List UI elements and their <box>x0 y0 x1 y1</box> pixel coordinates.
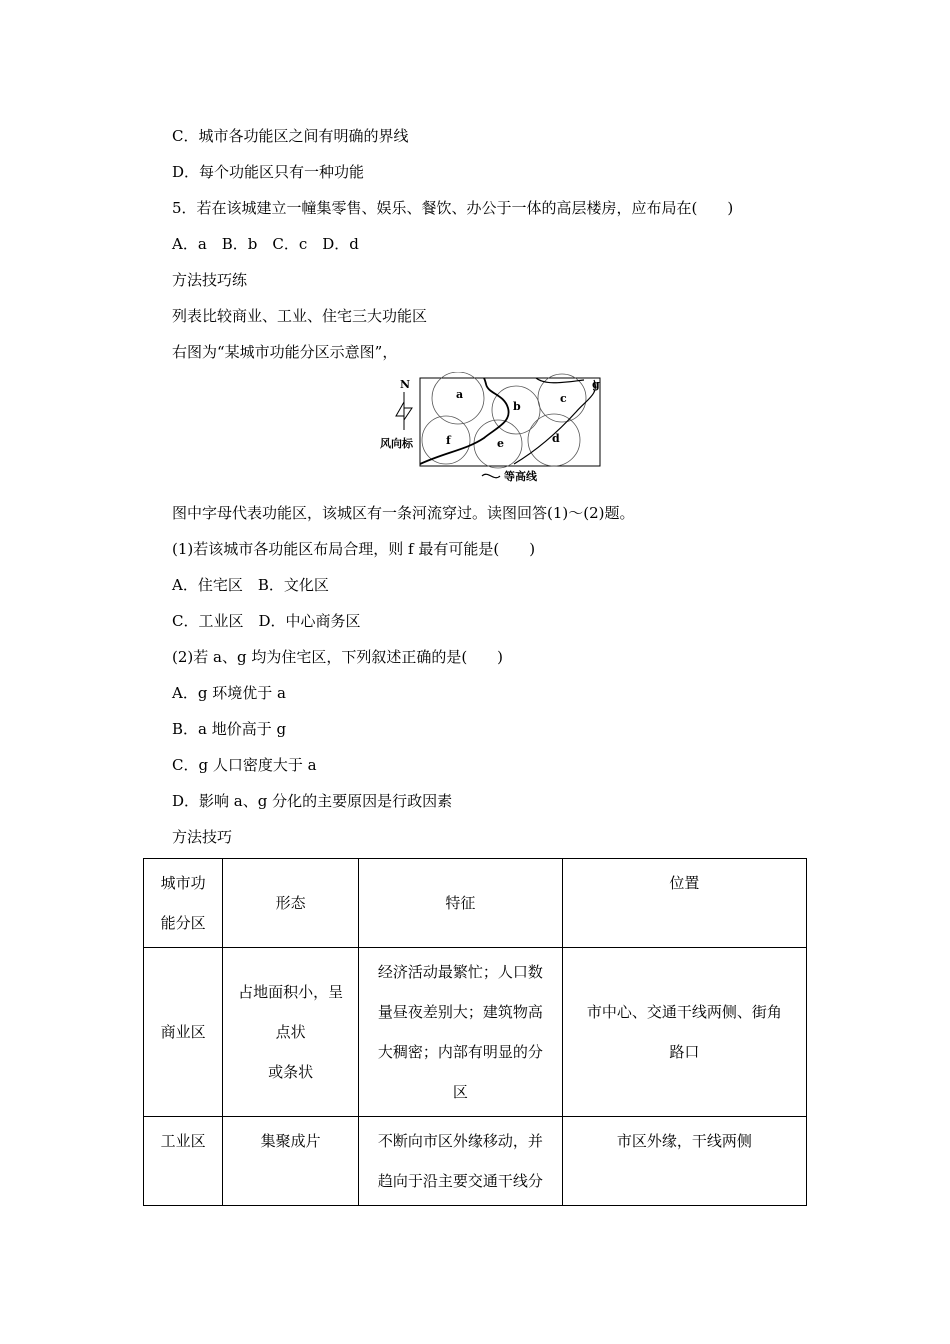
table-header-row <box>144 859 807 948</box>
header-feature: 特征 <box>358 859 562 948</box>
svg-text:d: d <box>552 432 560 445</box>
contour-path <box>514 380 595 464</box>
section-heading-practice: 方法技巧练 <box>172 271 248 289</box>
question-2: (2)若 a、g 均为住宅区，下列叙述正确的是( ) <box>172 648 504 666</box>
table-row <box>144 1117 807 1206</box>
option-d-line: D．每个功能区只有一种功能 <box>172 163 365 181</box>
zone-name-industry: 工业区 <box>144 1117 223 1206</box>
question-2-option-b: B．a 地价高于 g <box>172 720 287 738</box>
practice-subtitle: 列表比较商业、工业、住宅三大功能区 <box>172 307 428 325</box>
form-commerce: 占地面积小，呈 点状 或条状 <box>223 948 359 1117</box>
north-label: N <box>400 378 411 391</box>
form-industry: 集聚成片 <box>223 1117 359 1206</box>
feature-commerce: 经济活动最繁忙；人口数 量昼夜差别大；建筑物高 大稠密；内部有明显的分 区 <box>358 948 562 1117</box>
question-5-options: A．a B．b C．c D．d <box>172 235 359 253</box>
contour-legend-icon <box>482 474 500 477</box>
svg-text:c: c <box>560 392 567 405</box>
svg-text:e: e <box>497 437 504 450</box>
location-commerce: 市中心、交通干线两侧、街角 路口 <box>562 948 806 1117</box>
header-form: 形态 <box>223 859 359 948</box>
wind-vane-label: 风向标 <box>380 437 413 450</box>
contour-legend-label: 等高线 <box>504 470 537 483</box>
comparison-table <box>143 858 807 1206</box>
figure-description: 图中字母代表功能区，该城区有一条河流穿过。读图回答(1)～(2)题。 <box>172 504 635 522</box>
section-heading-tips: 方法技巧 <box>172 828 233 846</box>
question-1: (1)若该城市各功能区布局合理，则 f 最有可能是( ) <box>172 540 536 558</box>
zone-letters <box>446 378 600 450</box>
question-1-options-cd: C．工业区 D．中心商务区 <box>172 612 361 630</box>
question-2-option-a: A．g 环境优于 a <box>172 684 286 702</box>
location-industry: 市区外缘，干线两侧 <box>562 1117 806 1206</box>
question-5: 5．若在该城建立一幢集零售、娱乐、餐饮、办公于一体的高层楼房，应布局在( ) <box>172 199 734 217</box>
svg-text:g: g <box>592 378 600 391</box>
header-zone: 城市功 能分区 <box>144 859 223 948</box>
svg-text:a: a <box>456 388 464 401</box>
figure-intro: 右图为“某城市功能分区示意图”， <box>172 343 398 361</box>
question-2-option-c: C．g 人口密度大于 a <box>172 756 317 774</box>
feature-industry: 不断向市区外缘移动，并 趋向于沿主要交通干线分 <box>358 1117 562 1206</box>
zone-name-commerce: 商业区 <box>144 948 223 1117</box>
table-row <box>144 948 807 1117</box>
question-1-options-ab: A．住宅区 B．文化区 <box>172 576 329 594</box>
option-c-line: C．城市各功能区之间有明确的界线 <box>172 127 409 145</box>
header-location: 位置 <box>562 859 806 948</box>
svg-text:f: f <box>446 434 451 447</box>
question-2-option-d: D．影响 a、g 分化的主要原因是行政因素 <box>172 792 453 810</box>
city-function-zone-figure <box>366 372 606 484</box>
svg-text:b: b <box>513 400 521 413</box>
